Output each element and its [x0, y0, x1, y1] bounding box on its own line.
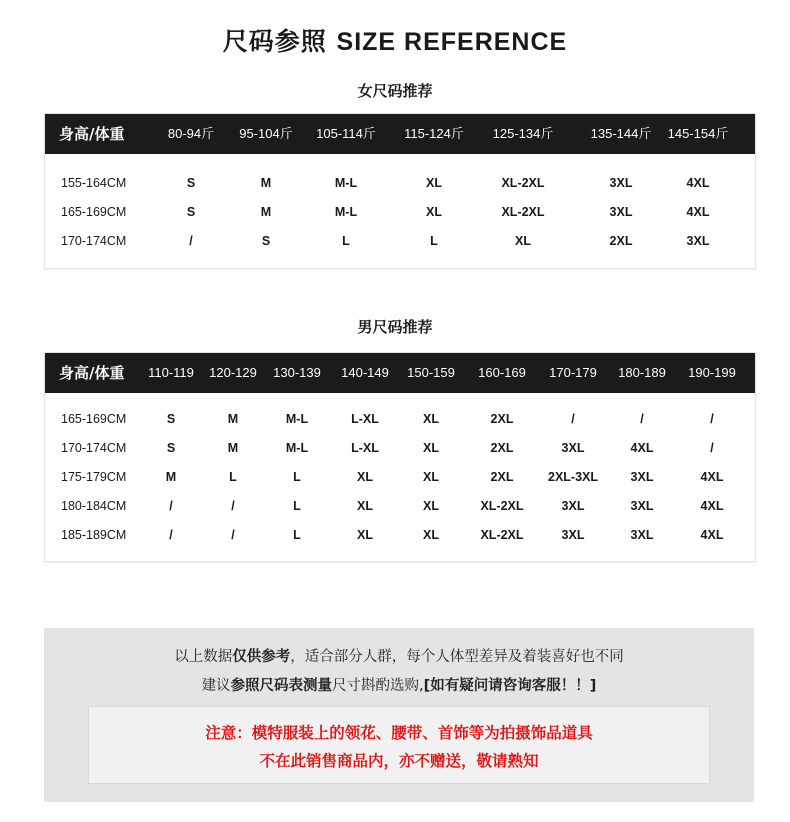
women-header-weight: 115-124斤	[404, 126, 464, 141]
page-title-en: SIZE REFERENCE	[336, 28, 568, 56]
notice-panel	[44, 628, 754, 802]
size-cell: S	[166, 441, 176, 455]
notice-emphasis: 仅供参考	[232, 649, 291, 665]
women-header-weight: 135-144斤	[590, 126, 652, 141]
size-cell: 3XL	[609, 205, 633, 219]
women-header-weight: 125-134斤	[492, 126, 554, 141]
size-cell: 3XL	[630, 499, 654, 513]
warning-line-2: 不在此销售商品内，亦不赠送，敬请熟知	[259, 752, 539, 770]
size-cell: M	[260, 205, 272, 219]
page-title-cn: 尺码参照	[222, 27, 327, 56]
table-row	[45, 438, 755, 458]
size-cell: M	[227, 441, 239, 455]
size-cell: XL	[426, 205, 442, 219]
size-cell: L	[342, 234, 350, 248]
size-cell: 3XL	[630, 470, 654, 484]
size-cell: XL-2XL	[501, 176, 545, 190]
size-cell: L	[293, 499, 301, 513]
notice-text: 建议	[201, 678, 231, 694]
notice-text: ，适合部分人群，每个人体型差异及着装喜好也不同	[290, 649, 624, 665]
table-row	[45, 231, 755, 251]
size-cell: /	[710, 441, 714, 455]
men-size-table	[44, 352, 756, 562]
size-cell: 2XL	[609, 234, 633, 248]
size-cell: 2XL	[490, 412, 514, 426]
men-header-weight: 110-119	[148, 365, 194, 380]
size-cell: XL	[515, 234, 531, 248]
size-cell: XL	[426, 176, 442, 190]
notice-text: 以上数据	[174, 649, 233, 665]
table-row	[45, 202, 755, 222]
size-cell: L	[293, 470, 301, 484]
size-cell: 4XL	[686, 176, 710, 190]
size-cell: XL	[357, 499, 373, 513]
men-header-weight: 150-159	[407, 365, 455, 380]
size-cell: /	[231, 528, 235, 542]
men-header-weight: 190-199	[688, 365, 736, 380]
size-cell: 2XL	[490, 470, 514, 484]
size-cell: XL	[357, 528, 373, 542]
size-cell: L	[430, 234, 438, 248]
size-cell: XL-2XL	[501, 205, 545, 219]
size-cell: /	[231, 499, 235, 513]
size-cell: 4XL	[686, 205, 710, 219]
notice-line-1	[44, 645, 754, 666]
women-header-weight: 105-114斤	[316, 126, 376, 141]
size-cell: M-L	[334, 205, 358, 219]
size-cell: XL	[423, 528, 439, 542]
size-cell: 3XL	[561, 528, 585, 542]
size-cell: /	[571, 412, 575, 426]
size-cell: M	[165, 470, 177, 484]
size-cell: /	[169, 499, 173, 513]
men-header-weight: 180-189	[618, 365, 666, 380]
table-row	[45, 409, 755, 429]
size-cell: M-L	[285, 412, 309, 426]
size-cell: XL	[423, 412, 439, 426]
table-row	[45, 525, 755, 545]
size-cell: 2XL-3XL	[547, 470, 599, 484]
size-cell: L-XL	[351, 412, 379, 426]
notice-line-2	[44, 674, 754, 695]
height-cell: 170-174CM	[61, 441, 127, 455]
women-table-header	[45, 114, 755, 154]
men-heading: 男尺码推荐	[357, 318, 433, 336]
size-cell: M	[227, 412, 239, 426]
size-cell: L	[229, 470, 237, 484]
size-cell: 3XL	[561, 441, 585, 455]
women-header-weight: 95-104斤	[239, 126, 293, 141]
size-cell: /	[169, 528, 173, 542]
size-cell: /	[640, 412, 644, 426]
height-cell: 170-174CM	[61, 234, 127, 248]
table-row	[45, 173, 755, 193]
men-header-weight: 170-179	[549, 365, 597, 380]
women-heading: 女尺码推荐	[357, 82, 433, 100]
notice-contact-hint: [如有疑问请咨询客服！！]	[423, 678, 597, 694]
size-cell: 2XL	[490, 441, 514, 455]
size-cell: S	[186, 205, 196, 219]
men-table-header	[45, 353, 755, 393]
size-cell: XL	[423, 441, 439, 455]
size-cell: 3XL	[609, 176, 633, 190]
women-header-weight: 80-94斤	[167, 126, 215, 141]
size-cell: S	[166, 412, 176, 426]
size-cell: L	[293, 528, 301, 542]
size-cell: XL-2XL	[480, 499, 524, 513]
table-row	[45, 496, 755, 516]
height-cell: 155-164CM	[61, 176, 127, 190]
size-cell: S	[186, 176, 196, 190]
size-cell: 3XL	[686, 234, 710, 248]
men-header-weight: 160-169	[478, 365, 526, 380]
height-cell: 165-169CM	[61, 412, 127, 426]
size-cell: 4XL	[700, 470, 724, 484]
size-cell: 4XL	[630, 441, 654, 455]
size-cell: 4XL	[700, 528, 724, 542]
men-header-weight: 130-139	[273, 365, 321, 380]
size-cell: XL	[357, 470, 373, 484]
height-cell: 175-179CM	[61, 470, 127, 484]
size-cell: /	[189, 234, 193, 248]
size-cell: 4XL	[700, 499, 724, 513]
men-header-weight: 120-129	[209, 365, 257, 380]
size-cell: /	[710, 412, 714, 426]
size-cell: XL	[423, 499, 439, 513]
table-row	[45, 467, 755, 487]
men-header-weight: 140-149	[341, 365, 389, 380]
height-cell: 180-184CM	[61, 499, 127, 513]
notice-emphasis: 参照尺码表测量	[230, 678, 333, 694]
notice-text: 尺寸斟酌选购,	[332, 678, 424, 694]
height-cell: 165-169CM	[61, 205, 127, 219]
height-cell: 185-189CM	[61, 528, 127, 542]
size-cell: XL	[423, 470, 439, 484]
warning-line-1: 注意：模特服装上的领花、腰带、首饰等为拍摄饰品道具	[205, 724, 593, 742]
women-size-table	[44, 113, 756, 269]
size-cell: XL-2XL	[480, 528, 524, 542]
size-cell: L-XL	[351, 441, 379, 455]
warning-box	[88, 706, 710, 784]
size-cell: M-L	[285, 441, 309, 455]
women-header-label: 身高/体重	[59, 125, 125, 143]
size-cell: 3XL	[561, 499, 585, 513]
size-cell: S	[261, 234, 271, 248]
size-cell: 3XL	[630, 528, 654, 542]
page-title	[0, 22, 790, 58]
size-cell: M	[260, 176, 272, 190]
women-header-weight: 145-154斤	[667, 126, 729, 141]
size-cell: M-L	[334, 176, 358, 190]
men-header-label: 身高/体重	[59, 364, 125, 382]
